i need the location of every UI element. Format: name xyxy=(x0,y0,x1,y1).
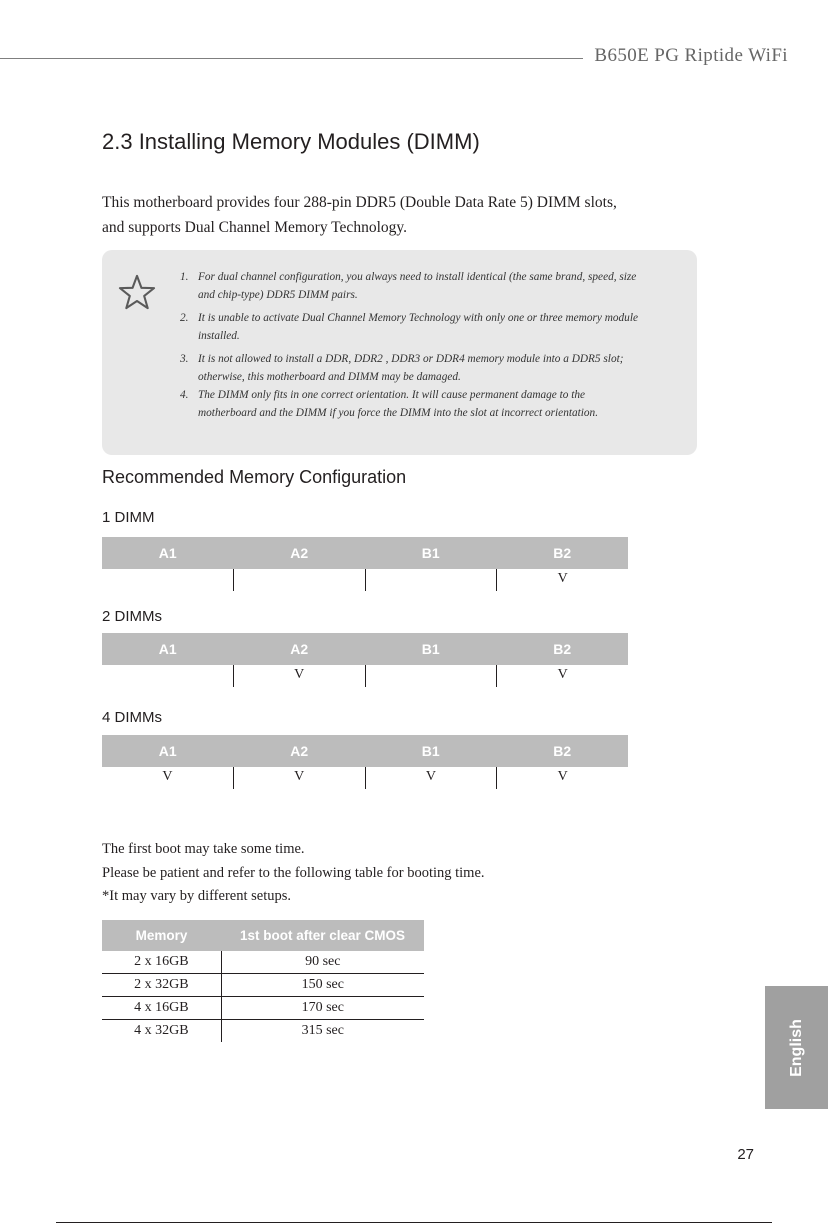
column-header: 1st boot after clear CMOS xyxy=(239,928,406,943)
intro-line: and supports Dual Channel Memory Technology. xyxy=(102,219,407,236)
section-title: 2.3 Installing Memory Modules (DIMM) xyxy=(102,129,480,154)
note-item xyxy=(180,309,640,345)
column-header: Memory xyxy=(135,928,188,943)
table-row xyxy=(102,997,424,1020)
table-row xyxy=(102,951,424,974)
table-header-row xyxy=(102,537,628,569)
memory-cell: 4 x 16GB xyxy=(134,1000,189,1015)
memory-cell: 2 x 16GB xyxy=(134,954,189,969)
manual-title: B650E PG Riptide WiFi xyxy=(594,45,788,66)
table-row xyxy=(102,767,628,789)
note-number: 2. xyxy=(180,312,189,324)
table-row xyxy=(102,974,424,997)
slot-header: A1 xyxy=(158,641,177,657)
language-tab xyxy=(765,986,828,1109)
slot-header: B2 xyxy=(553,545,572,561)
slot-header: A2 xyxy=(290,743,309,759)
memory-cell: 4 x 32GB xyxy=(134,1023,189,1038)
note-number: 3. xyxy=(180,353,189,365)
slot-cell xyxy=(365,569,497,591)
config-label: 2 DIMMs xyxy=(102,608,162,625)
slot-header: A2 xyxy=(290,545,309,561)
note-number: 4. xyxy=(180,389,189,401)
note-number: 1. xyxy=(180,271,189,283)
intro-paragraph xyxy=(102,190,682,240)
header-divider xyxy=(0,58,583,59)
slot-header: B1 xyxy=(421,545,440,561)
slot-header: A1 xyxy=(158,545,177,561)
note-box xyxy=(102,250,697,455)
dimm-config-table xyxy=(102,735,628,789)
slot-header: A2 xyxy=(290,641,309,657)
boot-note xyxy=(102,838,485,909)
boot-time-cell: 315 sec xyxy=(221,1020,424,1042)
language-label: English xyxy=(787,1018,805,1077)
boot-time-cell: 90 sec xyxy=(221,951,424,973)
note-text: It is not allowed to install a DDR, DDR2 , DDR3 or DDR4 memory module into a DDR5 slot; otherwise, this motherboard and DIMM may be damaged. xyxy=(198,353,624,383)
note-item xyxy=(180,268,640,304)
slot-cell xyxy=(365,665,497,687)
note-item xyxy=(180,386,640,422)
memory-cell: 2 x 32GB xyxy=(134,977,189,992)
dimm-config-table xyxy=(102,537,628,591)
dimm-config-table xyxy=(102,633,628,687)
config-label: 4 DIMMs xyxy=(102,709,162,726)
note-list xyxy=(180,268,640,427)
config-label: 1 DIMM xyxy=(102,509,155,526)
boot-time-table xyxy=(102,920,424,1042)
slot-cell: V xyxy=(496,767,628,789)
slot-header: B2 xyxy=(553,641,572,657)
boot-note-line: The first boot may take some time. xyxy=(102,841,305,857)
table-header-row xyxy=(102,735,628,767)
boot-note-line: Please be patient and refer to the following table for booting time. xyxy=(102,864,485,881)
slot-header: B2 xyxy=(553,743,572,759)
slot-header: B1 xyxy=(421,641,440,657)
intro-line: This motherboard provides four 288-pin DDR5 (Double Data Rate 5) DIMM slots, xyxy=(102,194,617,211)
table-header-row xyxy=(102,920,424,951)
note-text: It is unable to activate Dual Channel Memory Technology with only one or three memory module installed. xyxy=(198,312,638,342)
slot-cell xyxy=(102,569,233,591)
footer-divider xyxy=(56,1222,772,1223)
slot-cell: V xyxy=(365,767,497,789)
note-item xyxy=(180,350,640,386)
slot-cell xyxy=(233,569,365,591)
note-text: For dual channel configuration, you always need to install identical (the same brand, speed, size and chip-type) DDR5 DIMM pairs. xyxy=(198,271,637,301)
boot-note-line: *It may vary by different setups. xyxy=(102,888,291,904)
slot-cell: V xyxy=(233,767,365,789)
slot-cell: V xyxy=(162,769,173,784)
slot-cell xyxy=(102,665,233,687)
boot-time-cell: 170 sec xyxy=(221,997,424,1019)
table-row xyxy=(102,1020,424,1042)
table-header-row xyxy=(102,633,628,665)
table-row xyxy=(102,569,628,591)
slot-cell: V xyxy=(233,665,365,687)
slot-header: B1 xyxy=(421,743,440,759)
page-number: 27 xyxy=(737,1146,754,1163)
slot-cell: V xyxy=(496,665,628,687)
boot-time-cell: 150 sec xyxy=(221,974,424,996)
recommended-config-title: Recommended Memory Configuration xyxy=(102,467,407,487)
slot-cell: V xyxy=(496,569,628,591)
star-icon xyxy=(118,274,156,310)
table-row xyxy=(102,665,628,687)
note-text: The DIMM only fits in one correct orientation. It will cause permanent damage to the motherboard and the DIMM if you force the DIMM into the slot at incorrect orientation. xyxy=(198,389,599,419)
slot-header: A1 xyxy=(158,743,177,759)
